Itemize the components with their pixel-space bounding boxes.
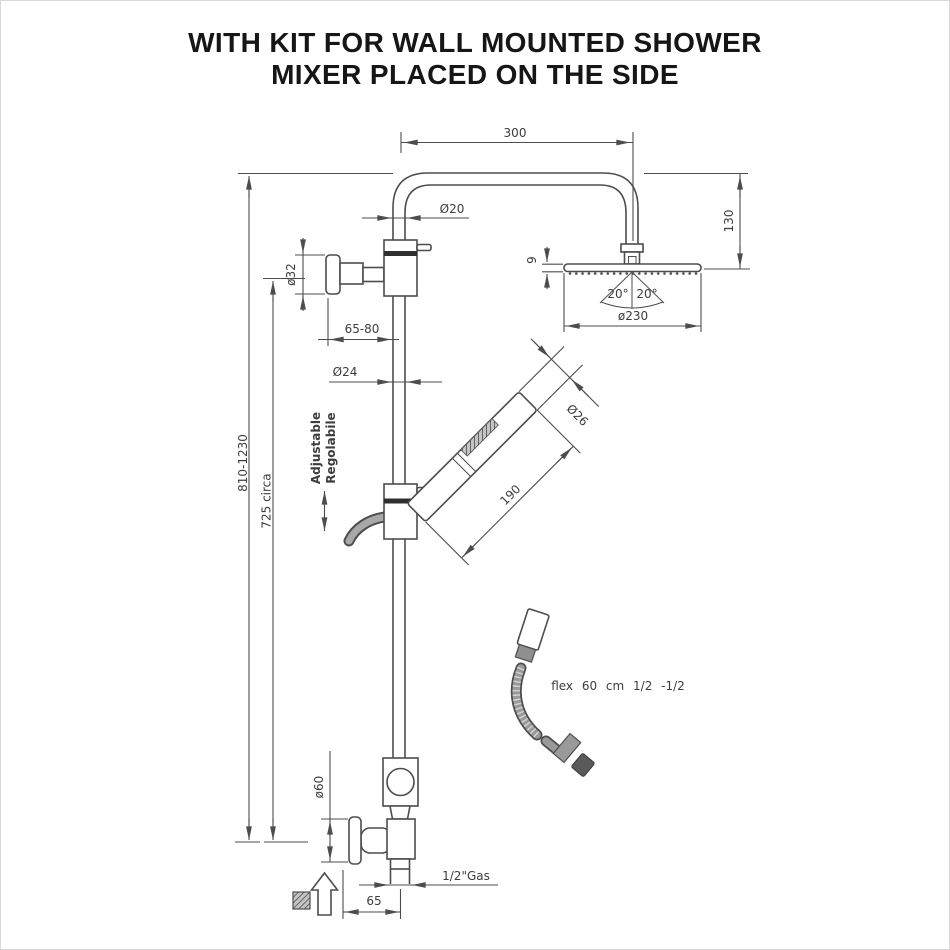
dim-riser-height: [260, 279, 308, 843]
adjustable-note: [309, 412, 338, 531]
wall-bracket-bottom: [349, 817, 361, 864]
dim-bracket-diameter-label: ø32: [284, 263, 299, 286]
dim-arm-length-label: 300: [503, 126, 527, 140]
dim-head-offset: [644, 174, 750, 270]
wall-hatch-icon: [293, 892, 310, 909]
dim-handshower-length-label: 190: [497, 481, 524, 509]
dim-head-diameter-label: ø230: [617, 309, 649, 323]
dim-arm-length: [401, 126, 633, 241]
dim-angle-right-label: 20°: [636, 287, 658, 301]
dim-outlet-offset: [343, 870, 401, 919]
dim-base-diameter: [312, 751, 348, 862]
hand-shower: [387, 326, 626, 565]
handshower-hose: [349, 517, 385, 541]
dim-head-thickness: [525, 247, 563, 289]
top-diverter: [384, 240, 431, 296]
dim-total-height-label: 810-1230: [236, 434, 251, 492]
dim-outlet-offset-label: 65: [366, 894, 382, 908]
dim-angle-left-label: 20°: [607, 287, 629, 301]
dim-wall-distance: [318, 298, 399, 346]
shower-technical-drawing: [1, 1, 950, 950]
title-line-1: WITH KIT FOR WALL MOUNTED SHOWER: [188, 27, 762, 58]
dim-arm-diameter: [362, 202, 469, 218]
shower-arm: [393, 173, 638, 244]
dim-arm-diameter-label: Ø20: [439, 202, 465, 216]
title-line-2: MIXER PLACED ON THE SIDE: [271, 58, 679, 90]
adjustable-label-en: Adjustable: [309, 411, 324, 485]
dim-riser-diameter-label: Ø24: [332, 365, 358, 379]
dim-outlet-thread-label: 1/2"Gas: [442, 869, 490, 883]
flex-hose: [513, 609, 685, 778]
dim-riser-diameter: [329, 365, 442, 382]
dim-head-thickness-label: 9: [525, 256, 540, 264]
shower-head: [564, 244, 701, 275]
dim-riser-height-label: 725 circa: [259, 473, 274, 529]
outlet-stub: [391, 859, 410, 869]
water-inlet-arrow-icon: [312, 873, 338, 915]
flex-hose-label: flex 60 cm 1/2 -1/2: [551, 679, 685, 693]
wall-bracket-top: [326, 255, 384, 294]
dim-spray-angle: [600, 272, 664, 309]
dim-head-offset-label: 130: [722, 209, 737, 233]
bottom-valve: [349, 758, 418, 884]
adjustable-label-it: Regolabile: [324, 412, 339, 484]
dim-bracket-diameter: [284, 238, 325, 311]
dim-wall-distance-label: 65-80: [344, 322, 380, 336]
dim-handshower-diameter-label: Ø26: [563, 401, 592, 429]
dim-base-diameter-label: ø60: [312, 775, 327, 799]
dim-outlet-thread: [359, 869, 498, 885]
